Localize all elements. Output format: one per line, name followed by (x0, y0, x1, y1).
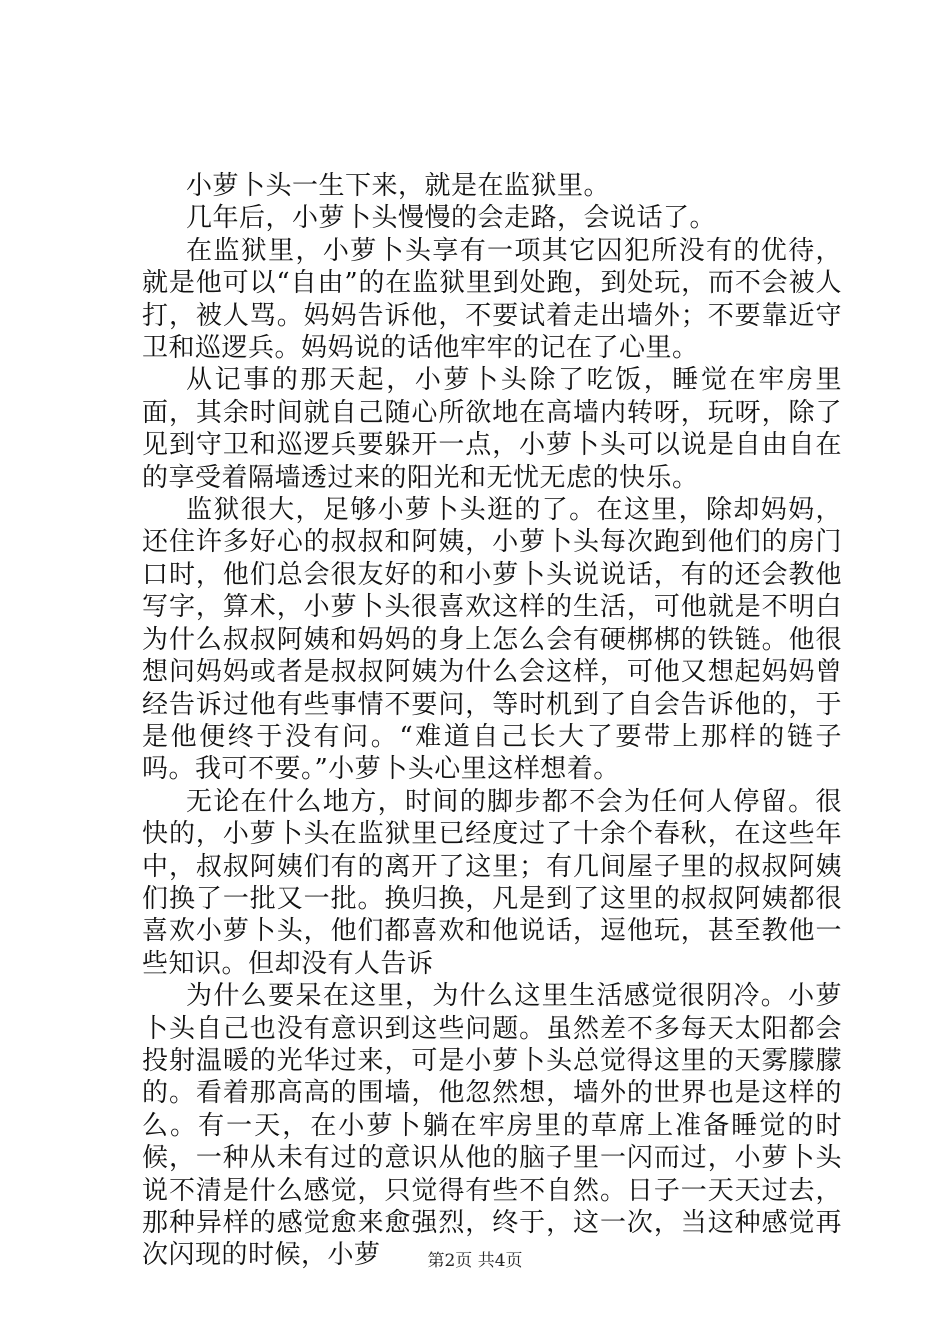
paragraph: 从记事的那天起，小萝卜头除了吃饭，睡觉在牢房里面，其余时间就自己随心所欲地在高墙内转呀，玩呀，除了见到守卫和巡逻兵要躲开一点，小萝卜头可以说是自由自在的享受着隔墙透过来的阳光和无忧无虑的快乐。 (142, 365, 842, 493)
paragraph: 几年后，小萝卜头慢慢的会走路，会说话了。 (186, 203, 717, 234)
document-body (142, 170, 842, 1272)
paragraph: 无论在什么地方，时间的脚步都不会为任何人停留。很快的，小萝卜头在监狱里已经度过了十余个春秋，在这些年中，叔叔阿姨们有的离开了这里；有几间屋子里的叔叔阿姨们换了一批又一批。换归换，凡是到了这里的叔叔阿姨都很喜欢小萝卜头，他们都喜欢和他说话，逗他玩，甚至教他一些知识。但却没有人告诉 (142, 786, 842, 979)
paragraph: 为什么要呆在这里，为什么这里生活感觉很阴冷。小萝卜头自己也没有意识到这些问题。虽然差不多每天太阳都会投射温暖的光华过来，可是小萝卜头总觉得这里的天雾朦朦的。看着那高高的围墙，他忽然想，墙外的世界也是这样的么。有一天，在小萝卜躺在牢房里的草席上准备睡觉的时候，一种从未有过的意识从他的脑子里一闪而过，小萝卜头说不清是什么感觉，只觉得有些不自然。日子一天天过去，那种异样的感觉愈来愈强烈，终于，这一次，当这种感觉再次闪现的时候，小萝 (142, 981, 842, 1271)
paragraph: 小萝卜头一生下来，就是在监狱里。 (186, 171, 611, 201)
paragraph: 在监狱里，小萝卜头享有一项其它囚犯所没有的优待，就是他可以“自由”的在监狱里到处跑，到处玩，而不会被人打，被人骂。妈妈告诉他，不要试着走出墙外；不要靠近守卫和巡逻兵。妈妈说的话他牢牢的记在了心里。 (142, 235, 842, 364)
paragraph: 监狱很大，足够小萝卜头逛的了。在这里，除却妈妈，还住许多好心的叔叔和阿姨，小萝卜头每次跑到他们的房门口时，他们总会很友好的和小萝卜头说说话，有的还会教他写字，算术，小萝卜头很喜欢这样的生活，可他就是不明白为什么叔叔阿姨和妈妈的身上怎么会有硬梆梆的铁链。他很想问妈妈或者是叔叔阿姨为什么会这样，可他又想起妈妈曾经告诉过他有些事情不要问，等时机到了自会告诉他的，于是他便终于没有问。“难道自己长大了要带上那样的链子吗。我可不要。”小萝卜头心里这样想着。 (142, 495, 842, 785)
page-footer: 第2页 共4页 (427, 1251, 523, 1271)
